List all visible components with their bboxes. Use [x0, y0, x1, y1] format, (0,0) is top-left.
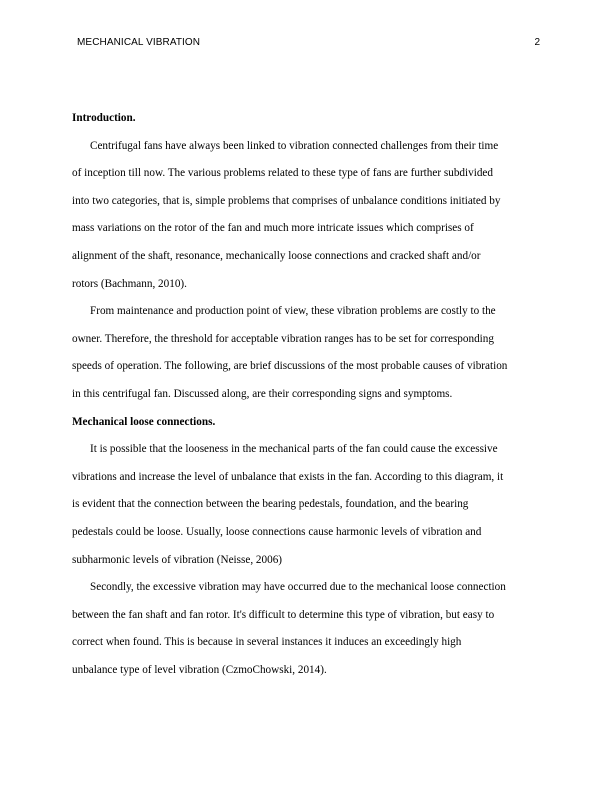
document-body: [72, 105, 542, 684]
text-line: correct when found. This is because in several instances it induces an exceedingly high: [72, 636, 462, 649]
paragraph: [72, 298, 542, 408]
text-line: Secondly, the excessive vibration may have occurred due to the mechanical loose connection: [90, 581, 506, 594]
text-line: subharmonic levels of vibration (Neisse, 2006): [72, 553, 283, 566]
text-line: into two categories, that is, simple problems that comprises of unbalance conditions initiated by: [72, 194, 501, 207]
paragraph: [72, 133, 542, 299]
text-line: pedestals could be loose. Usually, loose connections cause harmonic levels of vibration and: [72, 525, 482, 538]
text-line: vibrations and increase the level of unbalance that exists in the fan. According to this diagram, it: [72, 470, 504, 483]
page-number: 2: [534, 37, 540, 48]
text-line: alignment of the shaft, resonance, mechanically loose connections and cracked shaft and/or: [72, 249, 481, 262]
text-line: It is possible that the looseness in the mechanical parts of the fan could cause the excessive: [90, 443, 498, 456]
text-line: is evident that the connection between the bearing pedestals, foundation, and the bearing: [72, 498, 469, 511]
text-line: of inception till now. The various problems related to these type of fans are further subdivided: [72, 167, 493, 180]
section-heading-introduction: Introduction.: [72, 112, 136, 124]
paragraph: [72, 436, 542, 574]
text-line: unbalance type of level vibration (CzmoChowski, 2014).: [72, 663, 327, 676]
text-line: Centrifugal fans have always been linked to vibration connected challenges from their time: [90, 139, 499, 152]
text-line: speeds of operation. The following, are brief discussions of the most probable causes of vibration: [72, 360, 508, 373]
text-line: between the fan shaft and fan rotor. It's difficult to determine this type of vibration, but easy to: [72, 608, 495, 621]
text-line: mass variations on the rotor of the fan and much more intricate issues which comprises of: [72, 222, 474, 235]
text-line: in this centrifugal fan. Discussed along, are their corresponding signs and symptoms.: [72, 387, 453, 400]
section-heading-mechanical-loose-connections: Mechanical loose connections.: [72, 415, 216, 428]
text-line: From maintenance and production point of view, these vibration problems are costly to the: [90, 305, 496, 318]
paragraph: [72, 574, 542, 684]
text-line: rotors (Bachmann, 2010).: [72, 277, 187, 290]
text-line: owner. Therefore, the threshold for acceptable vibration ranges has to be set for corresponding: [72, 332, 494, 345]
running-header: MECHANICAL VIBRATION: [77, 37, 201, 48]
